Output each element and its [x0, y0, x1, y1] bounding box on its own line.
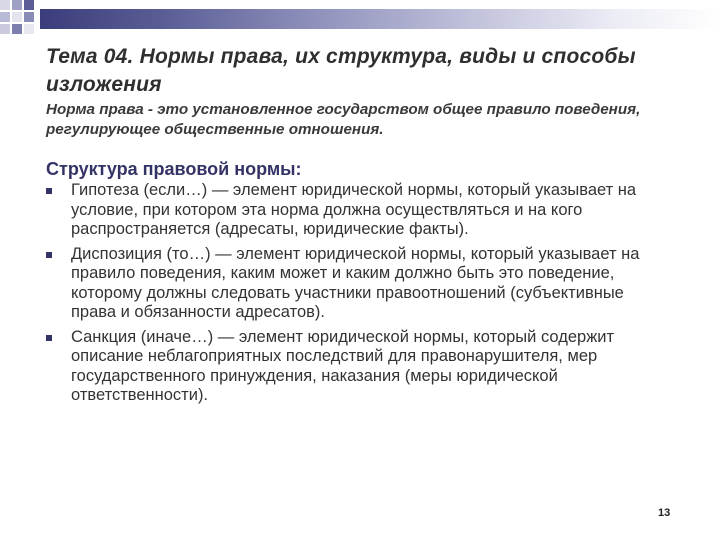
list-item-sanction [46, 328, 666, 406]
slide-title: Тема 04. Нормы права, их структура, виды и способы изложения [46, 45, 636, 96]
list-item-text: Гипотеза (если…) — элемент юридической нормы, который указывает на условие, при котором эта норма должна осуществляться и на кого распространяется (адресаты, юридические факты). [71, 181, 637, 238]
list-item-text: Санкция (иначе…) — элемент юридической нормы, который содержит описание неблагоприятных последствий для правонарушителя, мер государственного принуждения, наказания (меры юридической ответственности). [71, 327, 615, 404]
square-bullet-icon [46, 188, 52, 194]
list-item-disposition [46, 245, 666, 323]
norm-definition: Норма права - это установленное государством общее правило поведения, регулирующее общественные отношения. [46, 101, 641, 138]
page-number: 13 [658, 507, 671, 519]
square-bullet-icon [46, 252, 52, 258]
list-item-hypothesis [46, 181, 666, 240]
square-bullet-icon [46, 335, 52, 341]
header-gradient-band [40, 9, 720, 29]
section-heading: Структура правовой нормы: [46, 159, 302, 179]
structure-bullet-list [46, 181, 666, 411]
list-item-text: Диспозиция (то…) — элемент юридической нормы, который указывает на правило поведения, каким может и каким должно быть это поведение, которому должны следовать участники правоотношений (субъективные права и обязанности адресатов). [71, 244, 640, 321]
